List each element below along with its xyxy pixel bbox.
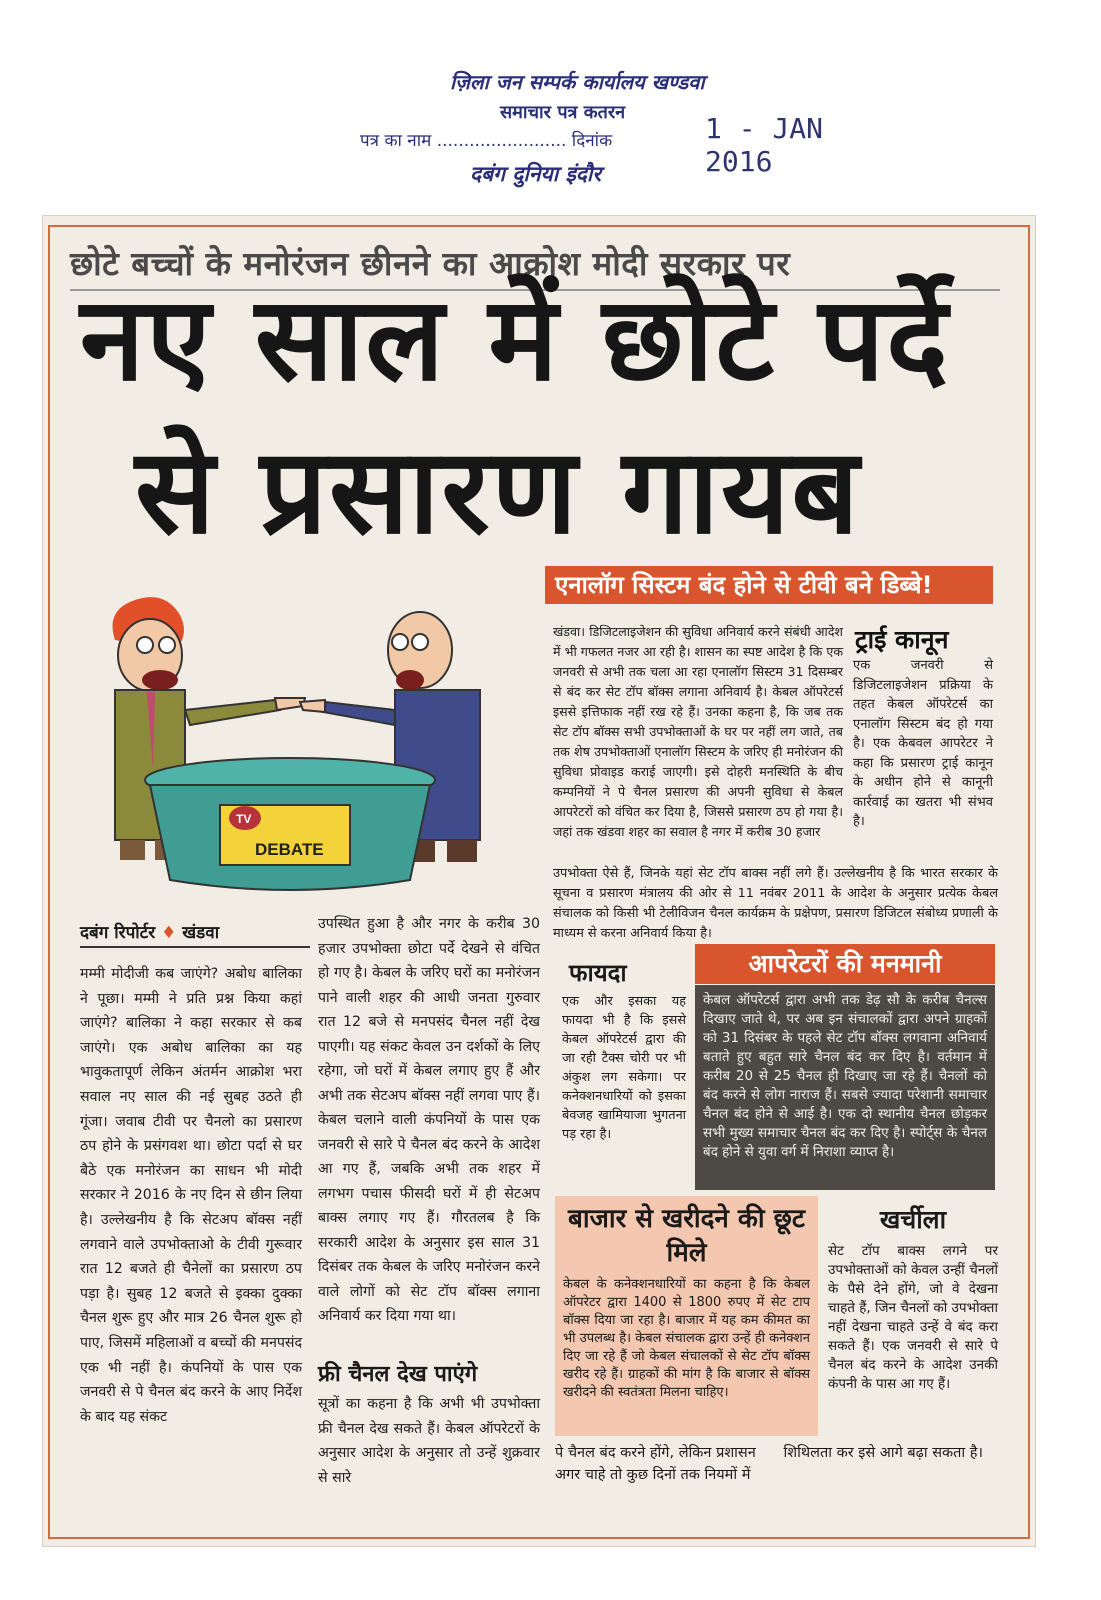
bottom-continuation: पे चैनल बंद करने होंगे, लेकिन प्रशासन अगर चाहे तो कुछ दिनों तक नियमों में शिथिलता कर इसे आगे बढ़ा सकता है।: [555, 1445, 983, 1483]
article-kicker: छोटे बच्चों के मनोरंजन छीनने का आक्रोश मोदी सरकार पर: [70, 240, 1000, 291]
byline-separator: ♦: [161, 923, 177, 943]
press-clipping-stamp: [360, 60, 880, 190]
expensive-title: खर्चीला: [879, 1205, 947, 1234]
stamp-office: ज़िला जन सम्पर्क कार्यालय खण्डवा: [450, 70, 705, 94]
subhead-free-channels: फ्री चैनल देख पाएंगे: [318, 1362, 478, 1387]
market-purchase-title: बाजार से खरीदने की छूट मिले: [568, 1204, 805, 1268]
stamp-clipping: समाचार पत्र कतरन: [500, 102, 626, 123]
stamp-date: 1 - JAN 2016: [705, 112, 824, 178]
debate-tub: [145, 758, 435, 890]
stamp-paper-name: दबंग दुनिया इंदौर: [470, 162, 601, 186]
stamp-paper-label: पत्र का नाम ........................ दिनांक: [360, 131, 613, 151]
headline-line-2: से प्रसारण गायब: [135, 422, 861, 560]
cartoon-debate-label: DEBATE: [255, 840, 324, 859]
headline-line-1: नए साल में छोटे पर्दे: [80, 272, 950, 407]
trai-law-body: एक जनवरी से डिजिटलाइजेशन प्रक्रिया के तहत केबल ऑपरेटर्स का एनालॉग सिस्टम बंद हो गया है। एक केबवल आपरेटर ने कहा कि प्रसारण ट्राई कानून के अधीन होने से कानूनी कार्रवाई का खतरा भी संभव है।: [853, 658, 993, 829]
column-1: मम्मी मोदीजी कब जाएंगे? अबोध बालिका ने पूछा। मम्मी ने प्रति प्रश्न किया कहां जाएंगे? बालिका ने कहा सरकार से कब जाएंगे। एक अबोध बालिका का यह भावुकतापूर्ण लेकिन अंतर्मन आक्रोश भरा सवाल नए साल की नई सुबह उठते ही गूंजा। जवाब टीवी पर चैनलो का प्रसारण ठप होने के प्रसंगवश था। छोटा पर्दा से घर बैठे एक मनोरंजन का साधन भी मोदी सरकार ने 2016 के नए दिन से छीन लिया है। उल्लेखनीय है कि सेटअप बॉक्स नहीं लगवाने वाले उपभोक्ताओ के टीवी गुरूवार रात 12 बजते ही चैनेलों का प्रसारण ठप पड़ा है। सुबह 12 बजते से इक्का दुक्का चैनल शुरू हुए और मात्र 26 चैनल शुरू हो पाए, जिसमें महिलाओं व बच्चों की मनपसंद एक भी नहीं है। कंपनियों के पास एक जनवरी से पे चैनल बंद करने के आए निर्देश के बाद यह संकट: [80, 966, 302, 1425]
byline-reporter: दबंग रिपोर्टर: [80, 923, 156, 943]
debate-cartoon: [75, 580, 535, 900]
expensive-body: सेट टॉप बाक्स लगने पर उपभोक्ताओं को केवल उन्हीं चैनलों के पैसे देने होंगे, जो वे देखना चाहते हैं, जिन चैनलों को उपभोक्ता नहीं देखना चाहते उन्हें वे बंद करा सकते हैं। एक जनवरी से सारे पे चैनल बंद करने के आदेश उनकी कंपनी के पास आ गए हैं।: [828, 1243, 998, 1392]
column-2-continued: सूत्रों का कहना है कि अभी भी उपभोक्ता फ्री चैनल देख सकते हैं। केबल ऑपरेटरों के अनुसार आदेश के अनुसार तो उन्हें शुक्रवार से सारे: [318, 1396, 540, 1486]
benefit-title: फायदा: [569, 959, 627, 987]
cartoon-tv-label: TV: [236, 812, 252, 826]
market-purchase-body: केबल के कनेक्शनधारियों का कहना है कि केबल ऑपरेटर द्वारा 1400 से 1800 रुपए में सेट टाप बॉक्स दिया जा रहा है। बाजार में यह कम कीमत का भी उपलब्ध है। केबल संचालक द्वारा उन्हें ही कनेक्शन दिए जा रहे हैं जो केबल संचालकों से सेट टॉप बॉक्स खरीद रहे हैं। ग्राहकों की मांग है कि बाजार से बॉक्स खरीदने की स्वतंत्रता मिलना चाहिए।: [563, 1277, 810, 1400]
market-purchase-box: [555, 1196, 818, 1436]
column-3-wide: उपभोक्ता ऐसे हैं, जिनके यहां सेट टॉप बाक्स नहीं लगे हैं। उल्लेखनीय है कि भारत सरकार के सूचना व प्रसारण मंत्रालय की ओर से 11 नवंबर 2011 के आदेश के अनुसार प्रत्येक केबल संचालक को किसी भी टेलीविजन चैनल कार्यक्रम के प्रक्षेपण, प्रसारण डिजिटल संबोध्य प्रणाली के माध्यम से करना अनिवार्य किया है।: [553, 866, 998, 941]
column-3: खंडवा। डिजिटलाइजेशन की सुविधा अनिवार्य करने संबंधी आदेश में भी गफलत नजर आ रही है। शासन का स्पष्ट आदेश है कि एक जनवरी से अभी तक चला आ रहा एनालॉग सिस्टम 31 दिसम्बर से बंद कर सेट टॉप बॉक्स लगाना अनिवार्य है। केबल ऑपरेटर्स इससे इत्तिफाक नहीं रख रहे हैं। उनका कहना है, कि जब तक सेट टॉप बॉक्स सभी उपभोक्ताओं के घर पर नहीं लग जाते, तब तक शेष उपभोक्ताओं एनालॉग सिस्टम के जरिए ही मनोरंजन की सुविधा प्रोवाइड कराई जाएगी। इसे दोहरी मनस्थिति के बीच कम्पनियों ने पे चैनल प्रसारण की अपनी सुविधा से केबल आपरेटरों को वंचित कर दिया है, जिससे प्रसारण ठप हो गया है। जहां तक खंडवा शहर का सवाल है नगर में करीब 30 हजार: [553, 624, 843, 839]
benefit-body: एक और इसका यह फायदा भी है कि इससे केबल ऑपरेटर्स द्वारा की जा रही टैक्स चोरी पर भी अंकुश लग सकेगा। पर कनेक्शनधारियों को इसका बेवजह खामियाजा भुगतना पड़ रहा है।: [562, 994, 686, 1142]
column-2: उपस्थित हुआ है और नगर के करीब 30 हजार उपभोक्ता छोटा पर्दे देखने से वंचित हो गए है। केबल के जरिए घरों का मनोरंजन पाने वाली शहर की आधी जनता गुरुवार रात 12 बजे से मनपसंद चैनल नहीं देख पाएगी। यह संकट केवल उन दर्शकों के लिए रहेगा, जो घरों में केबल लगाए हुए हैं और अभी तक सेटअप बॉक्स नहीं लगवा पाए हैं। केबल चलाने वाली कंपनियों के पास एक जनवरी से सारे पे चैनल बंद करने के आदेश आ गए हैं, जबकि अभी तक शहर में लगभग पचास फीसदी घरों में ही सेटअप बाक्स लगाए गए हैं। गौरतलब है कि सरकारी आदेश के अनुसार इस साल 31 दिसंबर तक केबल के जरिए मनोरंजन करने वाले लोगों को सेट टॉप बॉक्स लगाना अनिवार्य कर दिया गया था।: [318, 916, 540, 1324]
subhead-banner: एनालॉग सिस्टम बंद होने से टीवी बने डिब्बे!: [545, 566, 993, 604]
operator-arbitrariness-title: आपरेटरों की मनमानी: [695, 944, 995, 984]
byline: [80, 920, 310, 948]
trai-law-title: ट्राई कानून: [855, 625, 949, 654]
byline-place: खंडवा: [182, 923, 220, 943]
operator-arbitrariness-body: केबल ऑपरेटर्स द्वारा अभी तक डेढ़ सौ के करीब चैनल्स दिखाए जाते थे, पर अब इन संचालकों द्वारा अपने ग्राहकों को 31 दिसंबर के पहले सेट टॉप बॉक्स लगवाना अनिवार्य बताते हुए बहुत सारे चैनल बंद कर दिए है। वर्तमान में करीब 20 से 25 चैनल ही दिखाए जा रहे हैं। चैनलों को बंद करने से लोग नाराज हैं। सबसे ज्यादा परेशानी समाचार चैनल बंद होने से आई है। एक दो स्थानीय चैनल छोड़कर सभी मुख्य समाचार चैनल बंद कर दिए है। स्पोर्ट्स के चैनल बंद होने से युवा वर्ग में निराशा व्याप्त है।: [695, 985, 995, 1190]
expensive-box: [828, 1196, 998, 1394]
